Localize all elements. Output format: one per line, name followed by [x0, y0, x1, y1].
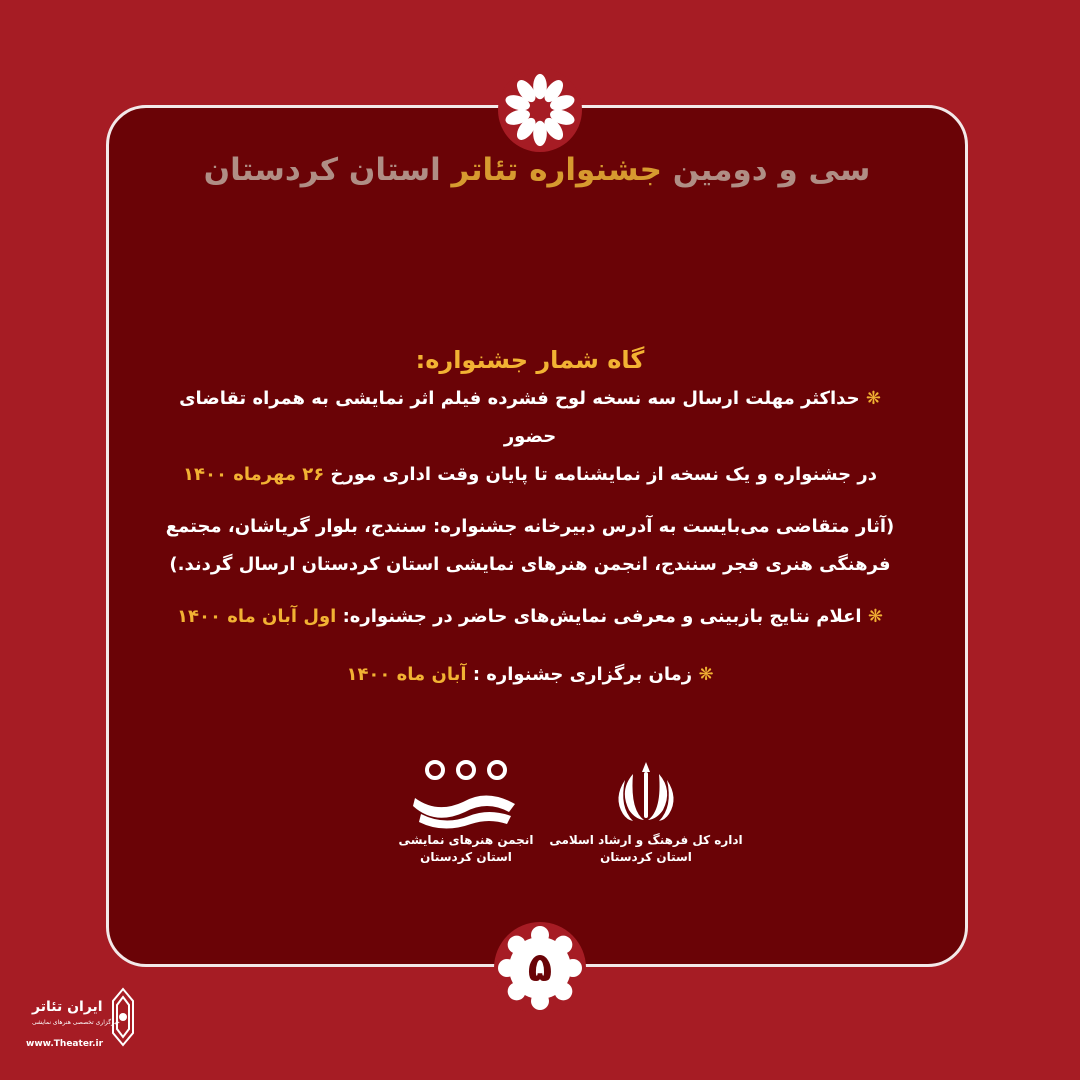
ministry-logo: [546, 758, 746, 866]
festival-title: [106, 148, 968, 192]
flower-ornament-icon: [498, 68, 582, 152]
association-mark-icon: [411, 758, 521, 830]
theater-mask-icon: [110, 987, 136, 1047]
title-part-1: سی و دومین: [672, 152, 871, 188]
star-bullet-icon: ❋: [867, 606, 883, 627]
association-logo-line1: انجمن هنرهای نمایشی: [398, 833, 534, 847]
item1-line1: حداکثر مهلت ارسال سه نسخه لوح فشرده فیلم اثر نمایشی به همراه تقاضای حضور: [179, 388, 860, 447]
title-part-2: جشنواره تئاتر: [451, 152, 662, 188]
schedule-content: [150, 340, 910, 694]
association-logo-line2: استان کردستان: [420, 850, 512, 864]
title-part-3: استان کردستان: [203, 152, 441, 188]
item4-text: زمان برگزاری جشنواره :: [472, 664, 693, 685]
item3-text: اعلام نتایج بازبینی و معرفی نمایش‌های حاضر در جشنواره:: [342, 606, 862, 627]
page-number-badge: [494, 922, 586, 1014]
schedule-item-1: [150, 380, 910, 494]
item1-date: ۲۶ مهرماه ۱۴۰۰: [183, 464, 325, 485]
logos-row: [106, 758, 968, 898]
watermark-url: www.Theater.ir: [26, 1039, 104, 1049]
item2-line1: (آثار متقاضی می‌بایست به آدرس دبیرخانه جشنواره: سنندج، بلوار گریاشان، مجتمع: [165, 516, 895, 537]
star-bullet-icon: ❋: [865, 388, 881, 409]
schedule-item-2: [150, 508, 910, 584]
iran-emblem-icon: [611, 758, 681, 828]
ministry-logo-line1: اداره کل فرهنگ و ارشاد اسلامی: [549, 833, 743, 847]
item2-line2: فرهنگی هنری فجر سنندج، انجمن هنرهای نمایشی استان کردستان ارسال گردند.): [169, 554, 891, 575]
ministry-logo-line2: استان کردستان: [600, 850, 692, 864]
page-number: ۵: [527, 945, 553, 991]
item3-date: اول آبان ماه ۱۴۰۰: [177, 606, 337, 627]
watermark-title: ایران تئاتر: [32, 999, 103, 1015]
theater-association-logo: [391, 758, 541, 866]
iran-theater-watermark: [26, 985, 136, 1065]
schedule-heading: گاه شمار جشنواره:: [415, 346, 645, 374]
schedule-item-3: [150, 598, 910, 636]
star-bullet-icon: ❋: [698, 664, 714, 685]
item1-line2: در جشنواره و یک نسخه از نمایشنامه تا پایان وقت اداری مورخ: [330, 464, 877, 485]
watermark-subtitle: خبرگزاری تخصصی هنرهای نمایشی: [32, 1019, 120, 1026]
item4-date: آبان ماه ۱۴۰۰: [346, 664, 467, 685]
schedule-item-4: [150, 656, 910, 694]
